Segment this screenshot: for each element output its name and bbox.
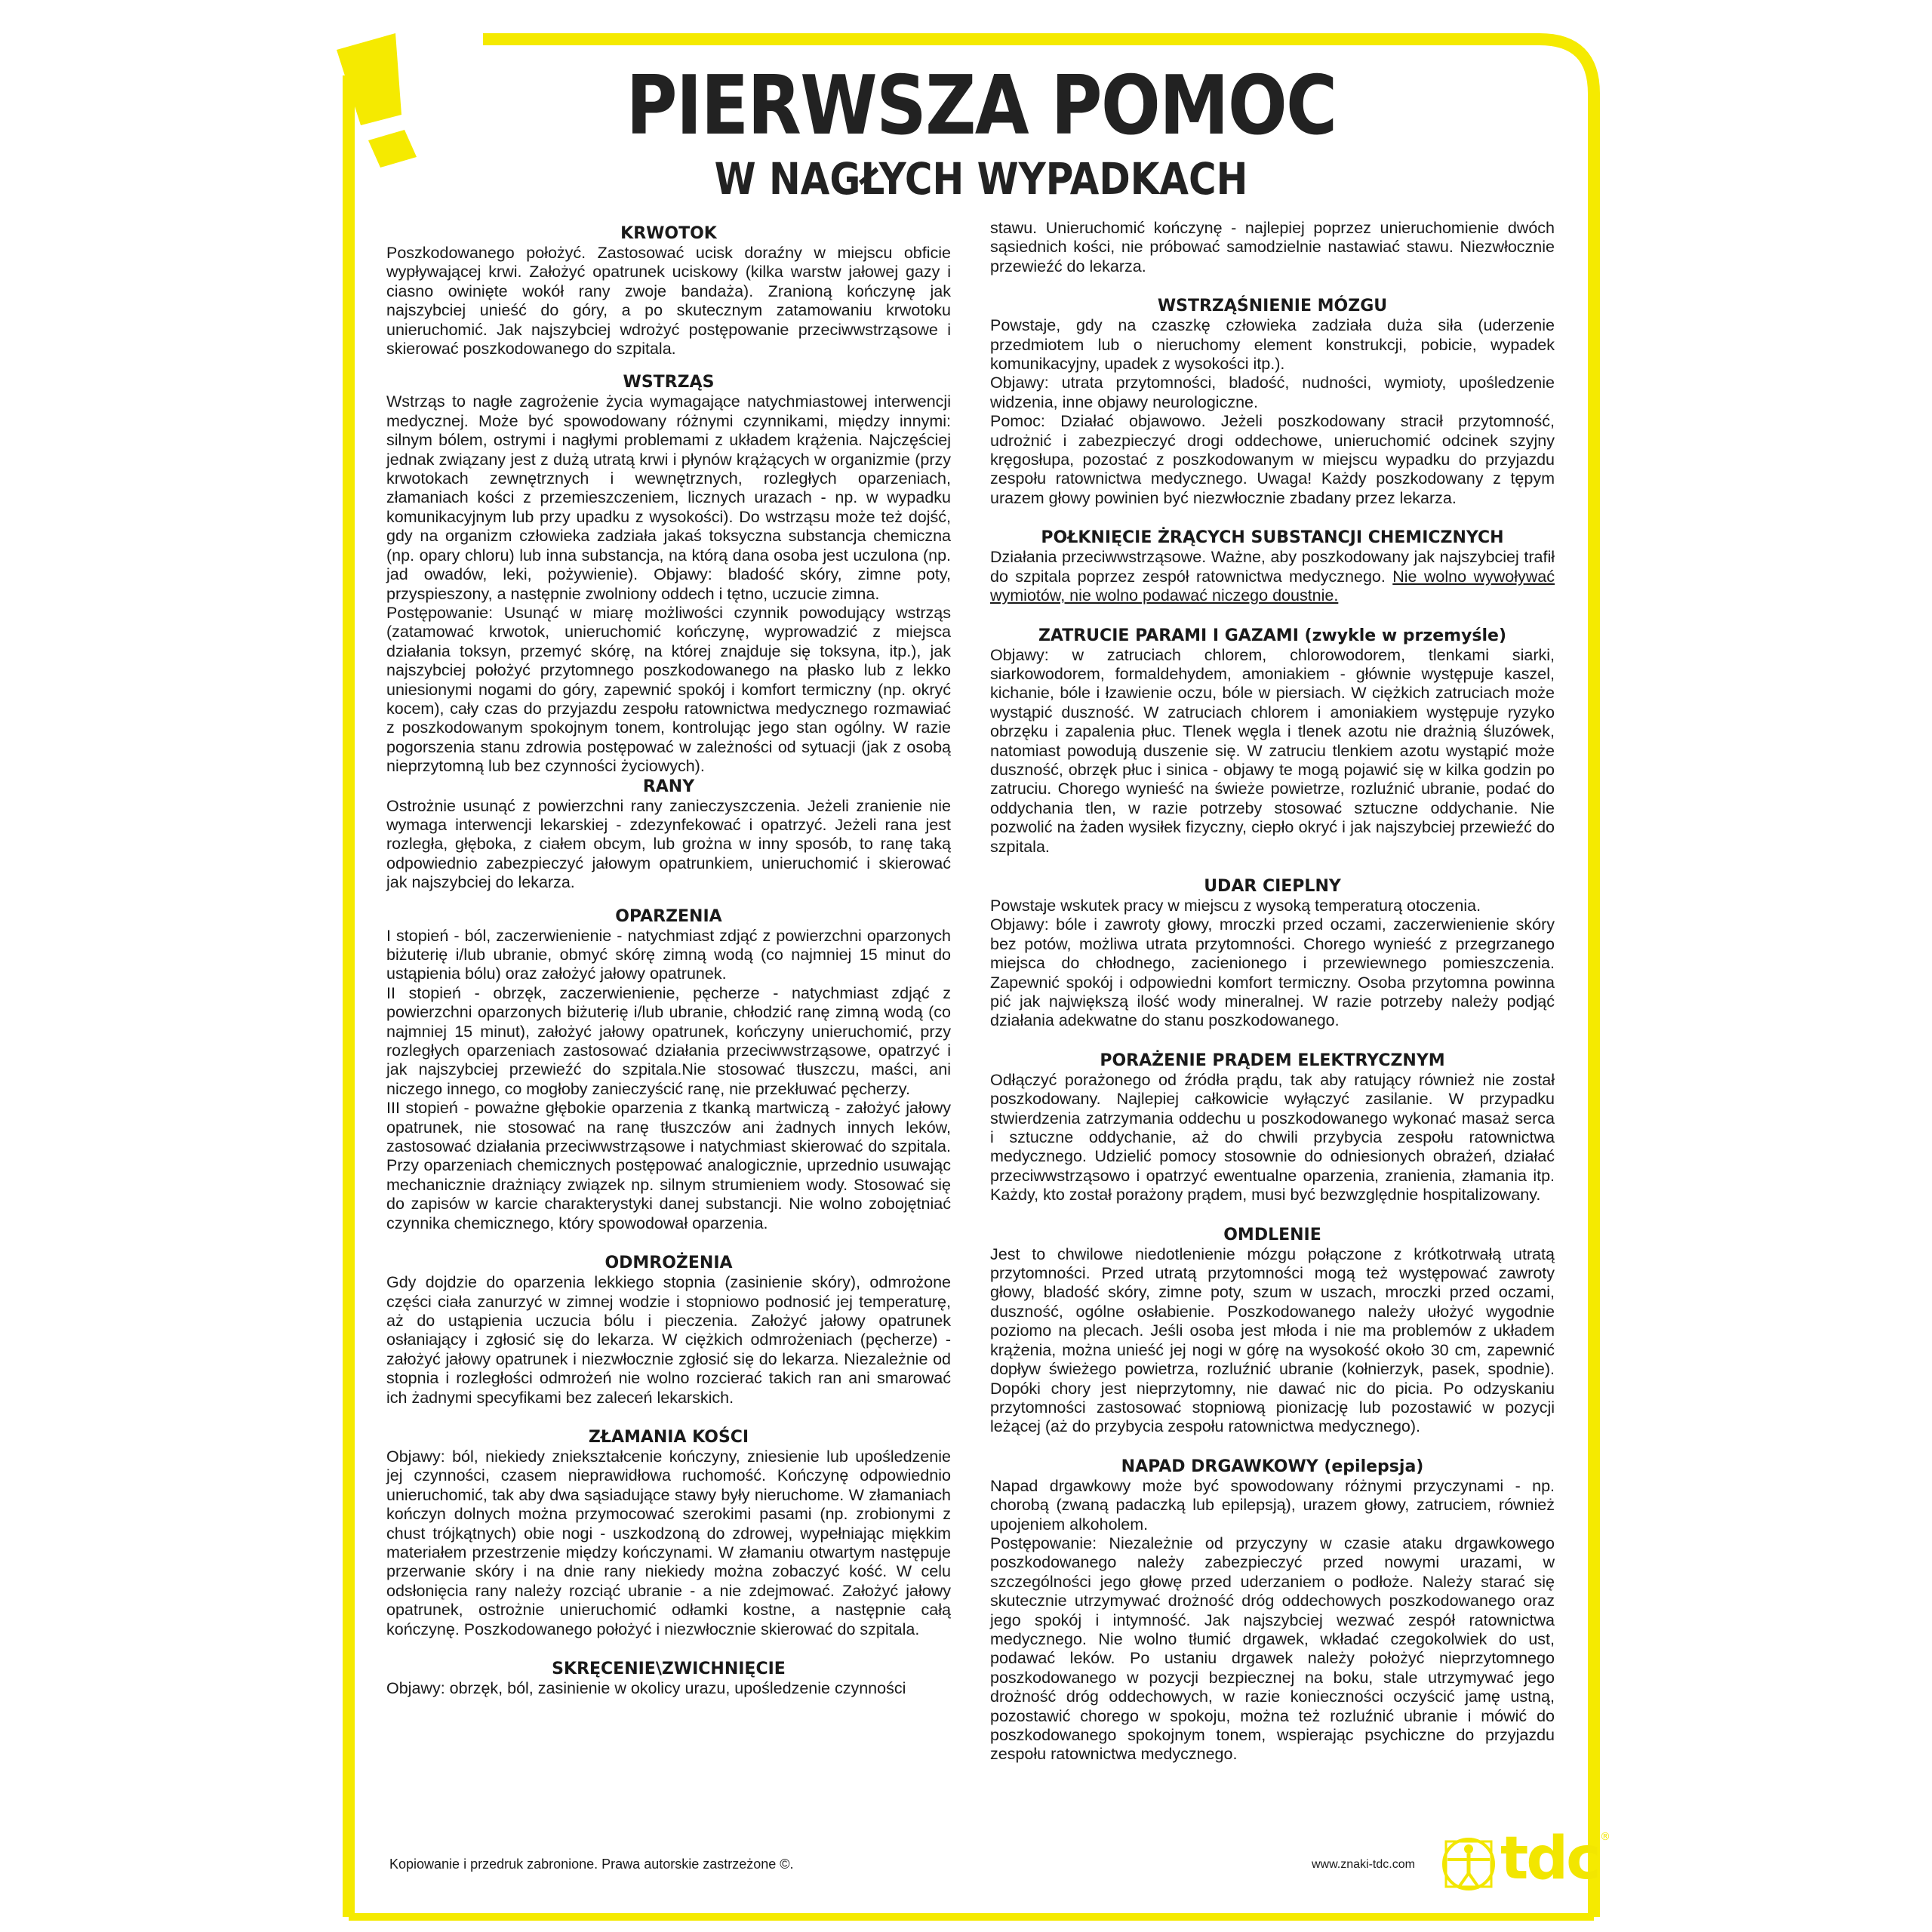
vitruvian-man-icon xyxy=(1440,1835,1497,1893)
section-text: Postępowanie: Usunąć w miarę możliwości czynnik powodujący wstrząs (zatamować krwotok, unieruchomić kończynę, wyprowadzić z miejsca działania toksyn, przemyć skórę, na której znajduje się toksyna, itp.), jak najszybciej położyć przytomnego poszkodowanego na płasko lub z lekko uniesionymi nogami do góry, zapewnić spokój i komfort termiczny (np. okryć kocem), cały czas do przyjazdu zespołu ratownictwa medycznego rozmawiać z poszkodowanym spokojnym tonem, kontrolując jego stan ogólny. W razie pogorszenia stanu zdrowia postępować w zależności od sytuacji (jak z osobą nieprzytomną lub bez czynności życiowych). xyxy=(386,603,951,776)
section-text: Objawy: w zatruciach chlorem, chlorowodorem, tlenkami siarki, siarkowodorem, formaldehydem, amoniakiem - głównie występuje kaszel, kichanie, bóle i łzawienie oczu, bóle w piersiach. W ciężkich zatruciach może wystąpić duszność. W zatruciach chlorem i amoniakiem występuje ryzyko obrzęku i zapalenia płuc. Tlenek węgla i tlenek azotu nie drażnią śluzówek, natomiast powodują duszenie się. W zatruciu tlenkiem azotu wystąpić może duszność, obrzęk płuc i sinica - objawy te mogą pojawić się w kilka godzin po zatruciu. Chorego wynieść na świeże powietrze, rozluźnić ubranie, podać do oddychania tlen, w razie potrzeby stosować sztuczne oddychanie. Nie pozwolić na żaden wysiłek fizyczny, ciepło okryć i jak najszybciej przewieźć do szpitala. xyxy=(990,645,1555,856)
section-text: Postępowanie: Niezależnie od przyczyny w czasie ataku drgawkowego poszkodowanego należy zabezpieczyć przed nowymi urazami, w szczególności jego głowę przed uderzaniem o podłoże. Należy starać się skutecznie utrzymywać drożność dróg oddechowych poszkodowanego oraz jego spokój i intymność. Jak najszybciej wezwać zespół ratownictwa medycznego. Nie wolno tłumić drgawek, wkładać czegokolwiek do ust, podawać leków. Po ustaniu drgawek należy położyć nieprzytomnego poszkodowanego w pozycji bezpiecznej na boku, stale utrzymywać jego drożność dróg oddechowych, w razie konieczności oczyścić jamę ustną, pozostawić chorego w spokoju, można też rozluźnić ubranie i mówić do poszkodowanego spokojnym tonem, wspierając psychiczne do przyjazdu zespołu ratownictwa medycznego. xyxy=(990,1534,1555,1764)
section-porazenie xyxy=(990,1051,1555,1205)
section-skrecenie-continued xyxy=(990,219,1555,276)
section-text: II stopień - obrzęk, zaczerwienienie, pęcherze - natychmiast zdjąć z powierzchni oparzonych biżuterię i/lub ubranie, chłodzić ranę zimną wodą (co najmniej 15 minut), założyć jałowy opatrunek, kończyny unieruchomić, przy rozległych oparzeniach zastosować działania przeciwwstrząsowe, opatrzyć i jak najszybciej przewieźć do szpitala.Nie stosować tłuszczu, maści, ani niczego innego, co mogłoby zanieczyścić ranę, nie przekłuwać pęcherzy. xyxy=(386,983,951,1098)
brand-logo: tdc xyxy=(1500,1825,1599,1893)
section-text: Powstaje wskutek pracy w miejscu z wysoką temperaturą otoczenia. xyxy=(990,896,1481,915)
section-title: ODMROŻENIA xyxy=(605,1254,733,1273)
section-text: Odłączyć porażonego od źródła prądu, tak aby ratujący również nie został poszkodowany. Najlepiej całkowicie wyłączyć zasilanie. W przypadku stwierdzenia zatrzymania oddechu u poszkodowanego wykonać masaż serca i sztuczne oddychanie, aż do chwili przybycia zespołu ratownictwa medycznego. Udzielić pomocy stosownie do odniesionych obrażeń, działać przeciwwstrząsowo i opatrzyć ewentualne oparzenia, zranienia, złamania itp. Każdy, kto został porażony prądem, musi być bezwzględnie hospitalizowany. xyxy=(990,1070,1555,1204)
section-title: UDAR CIEPLNY xyxy=(1204,876,1341,896)
right-column xyxy=(990,219,1555,1764)
section-title: OMDLENIE xyxy=(1223,1225,1321,1244)
section-title: RANY xyxy=(642,777,695,796)
section-odmrozenia xyxy=(386,1253,951,1407)
section-udar xyxy=(990,876,1555,1031)
section-text: Powstaje, gdy na czaszkę człowieka zadziała duża siła (uderzenie przedmiotem lub o nieruchomy element konstrukcji, pobicie, wypadek komunikacyjny, upadek z wysokości itp.). xyxy=(990,316,1555,374)
section-title: PORAŻENIE PRĄDEM ELEKTRYCZNYM xyxy=(1100,1051,1445,1070)
page-subtitle: W NAGŁYCH WYPADKACH xyxy=(714,153,1248,205)
section-title: ZŁAMANIA KOŚCI xyxy=(588,1427,749,1447)
section-title: WSTRZĄŚNIENIE MÓZGU xyxy=(1157,297,1388,316)
website-link[interactable]: www.znaki-tdc.com xyxy=(1312,1858,1415,1871)
section-title: KRWOTOK xyxy=(620,224,717,243)
section-text: Objawy: obrzęk, ból, zasinienie w okolicy urazu, upośledzenie czynności xyxy=(386,1679,906,1697)
section-rany xyxy=(386,777,951,893)
section-text: Działania przeciwwstrząsowe. Ważne, aby poszkodowany jak najszybciej trafił do szpitala poprzez zespół ratownictwa medycznego. Nie wolno wywoływać wymiotów, nie wolno podawać niczego doustnie. xyxy=(990,548,1555,605)
section-text: Wstrząs to nagłe zagrożenie życia wymagające natychmiastowej interwencji medycznej. Może być spowodowany różnymi czynnikami, między innymi: silnym bólem, ostrymi i nagłymi problemami z układem krążenia. Najczęściej jednak związany jest z dużą utratą krwi i płynów krążących w organizmie (przy krwotokach zewnętrznych i wewnętrznych, rozległych oparzeniach, złamaniach kości z przemieszczeniem, licznych urazach - np. w wypadku komunikacyjnym lub przy upadku z wysokości). Do wstrząsu może też dojść, gdy na organizm człowieka zadziała jakaś toksyczna substancja chemiczna (np. opary chloru) lub inna substancja, na którą dana osoba jest uczulona (np. jad owadów, leki, pożywienie). Objawy: bladość skóry, zimne poty, przyspieszony, a następnie zwolniony oddech i tętno, uczucie zimna. xyxy=(386,392,951,603)
section-text: stawu. Unieruchomić kończynę - najlepiej poprzez unieruchomienie dwóch sąsiednich kości, nie próbować samodzielnie nastawiać stawu. Niezwłocznie przewieźć do lekarza. xyxy=(990,219,1555,275)
copyright-notice: Kopiowanie i przedruk zabronione. Prawa autorskie zastrzeżone ©. xyxy=(389,1857,794,1872)
section-title: POŁKNIĘCIE ŻRĄCYCH SUBSTANCJI CHEMICZNYCH xyxy=(1041,528,1504,548)
section-text: Objawy: utrata przytomności, bladość, nudności, wymioty, upośledzenie widzenia, inne objawy neurologiczne. xyxy=(990,374,1555,411)
section-zatrucie xyxy=(990,626,1555,857)
section-text: Napad drgawkowy może być spowodowany różnymi przyczynami - np. chorobą (zwaną padaczką lub epilepsją), urazem głowy, zatruciem, również upojeniem alkoholem. xyxy=(990,1476,1555,1534)
section-krwotok xyxy=(386,223,951,358)
section-wstrzasnienie xyxy=(990,296,1555,508)
section-title: WSTRZĄS xyxy=(623,373,715,392)
section-title: ZATRUCIE PARAMI I GAZAMI (zwykle w przemyśle) xyxy=(1038,626,1507,645)
section-skrecenie xyxy=(386,1659,951,1698)
left-column xyxy=(386,223,951,1698)
registered-mark: ® xyxy=(1600,1831,1611,1843)
section-napad xyxy=(990,1457,1555,1764)
section-title: SKRĘCENIE\ZWICHNIĘCIE xyxy=(552,1660,786,1678)
section-text: Jest to chwilowe niedotlenienie mózgu połączone z krótkotrwałą utratą przytomności. Przed utratą przytomności mogą też występować zawroty głowy, bladość skóry, zimne poty, szum w uszach, mroczki przed oczami, duszność, ogólne osłabienie. Poszkodowanego należy ułożyć wygodnie poziomo na plecach. Jeśli osoba jest młoda i nie ma problemów z układem krążenia, można unieść jej nogi w górę na wysokość około 30 cm, zapewnić dopływ świeżego powietrza, rozluźnić ubranie (kołnierzyk, pasek, spodnie). Dopóki chory jest nieprzytomny, nie dawać nic do picia. Po odzyskaniu przytomności zastosować stopniową pionizację lub pozostawić w pozycji leżącej (aż do przybycia zespołu ratownictwa medycznego). xyxy=(990,1244,1555,1436)
section-zlamania xyxy=(386,1427,951,1639)
section-text: I stopień - ból, zaczerwienienie - natychmiast zdjąć z powierzchni oparzonych biżuterię i/lub ubranie, obmyć skórę zimną wodą (co najmniej 15 minut do ustąpienia bólu) oraz założyć jałowy opatrunek. xyxy=(386,926,951,983)
section-text: Objawy: bóle i zawroty głowy, mroczki przed oczami, zaczerwienienie skóry bez potów, możliwa utrata przytomności. Chorego wynieść z przegrzanego miejsca do chłodnego, zacienionego i przewiewnego pomieszczenia. Zapewnić spokój i odpowiedni komfort termiczny. Osoba przytomna powinna pić jak największą ilość wody mineralnej. W razie potrzeby należy podjąć działania adekwatne do stanu poszkodowanego. xyxy=(990,915,1555,1030)
section-polkniecie xyxy=(990,528,1555,605)
section-text: Gdy dojdzie do oparzenia lekkiego stopnia (zasinienie skóry), odmrożone części ciała zanurzyć w zimnej wodzie i stopniowo podnosić jej temperaturę, aż do ustąpienia uczucia bólu i pieczenia. Założyć jałowy opatrunek osłaniający i zgłosić się do lekarza. W ciężkich odmrożeniach (pęcherze) - założyć jałowy opatrunek i niezwłocznie zgłosić się do lekarza. Niezależnie od stopnia i rozległości odmrożeń nie wolno rozcierać takich ran ani smarować ich żadnymi specyfikami bez zaleceń lekarskich. xyxy=(386,1273,951,1407)
section-title: NAPAD DRGAWKOWY (epilepsja) xyxy=(1121,1457,1424,1476)
section-text: Objawy: ból, niekiedy zniekształcenie kończyny, zniesienie lub upośledzenie jej czynności, czasem nieprawidłowa ruchomość. Kończynę odpowiednio unieruchomić, tak aby dwa sąsiadujące stawy były nieruchome. W złamaniach kończyn dolnych można przymocować szerokimi pasami (np. zrobionymi z chust trójkątnych) obie nogi - uszkodzoną do zdrowej, wypełniając miękkim materiałem przestrzenie między kończynami. W złamaniu otwartym następuje przerwanie skóry i na dnie rany niekiedy można zobaczyć kość. W celu odsłonięcia rany należy rozciąć ubranie - a nie zdejmować. Założyć jałowy opatrunek, ostrożnie unieruchomić odłamki kostne, a następnie całą kończynę. Poszkodowanego położyć i niezwłocznie skierować do szpitala. xyxy=(386,1447,951,1638)
warning-text: Nie wolno wywoływać wymiotów, nie wolno podawać niczego doustnie. xyxy=(990,567,1555,605)
section-oparzenia xyxy=(386,906,951,1234)
page-title: PIERWSZA POMOC xyxy=(626,59,1337,153)
section-text: III stopień - poważne głębokie oparzenia z tkanką martwiczą - założyć jałowy opatrunek, nie stosować na ranę tłuszczów ani żadnych innych leków, zastosować działania przeciwwstrząsowe i natychmiast skierować do szpitala. Przy oparzeniach chemicznych postępować analogicznie, uprzednio usuwając mechanicznie drażniący związek np. silnym strumieniem wody. Stosować się do zapisów w karcie charakterystyki danej substancji. Nie wolno zobojętniać czynnika chemicznego, który spowodował oparzenia. xyxy=(386,1099,951,1232)
section-wstrzas xyxy=(386,372,951,776)
section-omdlenie xyxy=(990,1225,1555,1437)
section-text: Poszkodowanego położyć. Zastosować ucisk doraźny w miejscu obficie wypływającej krwi. Założyć opatrunek uciskowy (kilka warstw jałowej gazy i ciasno owinięte wokół rany zwoje bandaża). Zranioną kończynę jak najszybciej unieść do góry, a po skutecznym zatamowaniu krwotoku unieruchomić. Jak najszybciej wdrożyć postępowanie przeciwwstrząsowe i skierować poszkodowanego do szpitala. xyxy=(386,244,951,358)
section-text: Pomoc: Działać objawowo. Jeżeli poszkodowany stracił przytomność, udrożnić i zabezpieczyć drogi oddechowe, unieruchomić odcinek szyjny kręgosłupa, pozostać z poszkodowanym w miejscu wypadku do przyjazdu zespołu ratownictwa medycznego. Uwaga! Każdy poszkodowany z tępym urazem głowy powinien być niezwłocznie zbadany przez lekarza. xyxy=(990,412,1555,507)
section-title: OPARZENIA xyxy=(615,906,722,926)
section-text: Ostrożnie usunąć z powierzchni rany zanieczyszczenia. Jeżeli zranienie nie wymaga interwencji lekarskiej - zdezynfekować i opatrzyć. Jeżeli rana jest rozległa, głęboka, z ciałem obcym, lub grożna w inny sposób, to ranę taką odpowiednio zabezpieczyć jałowym opatrunkiem, unieruchomić i skierować jak najszybciej do lekarza. xyxy=(386,796,951,892)
